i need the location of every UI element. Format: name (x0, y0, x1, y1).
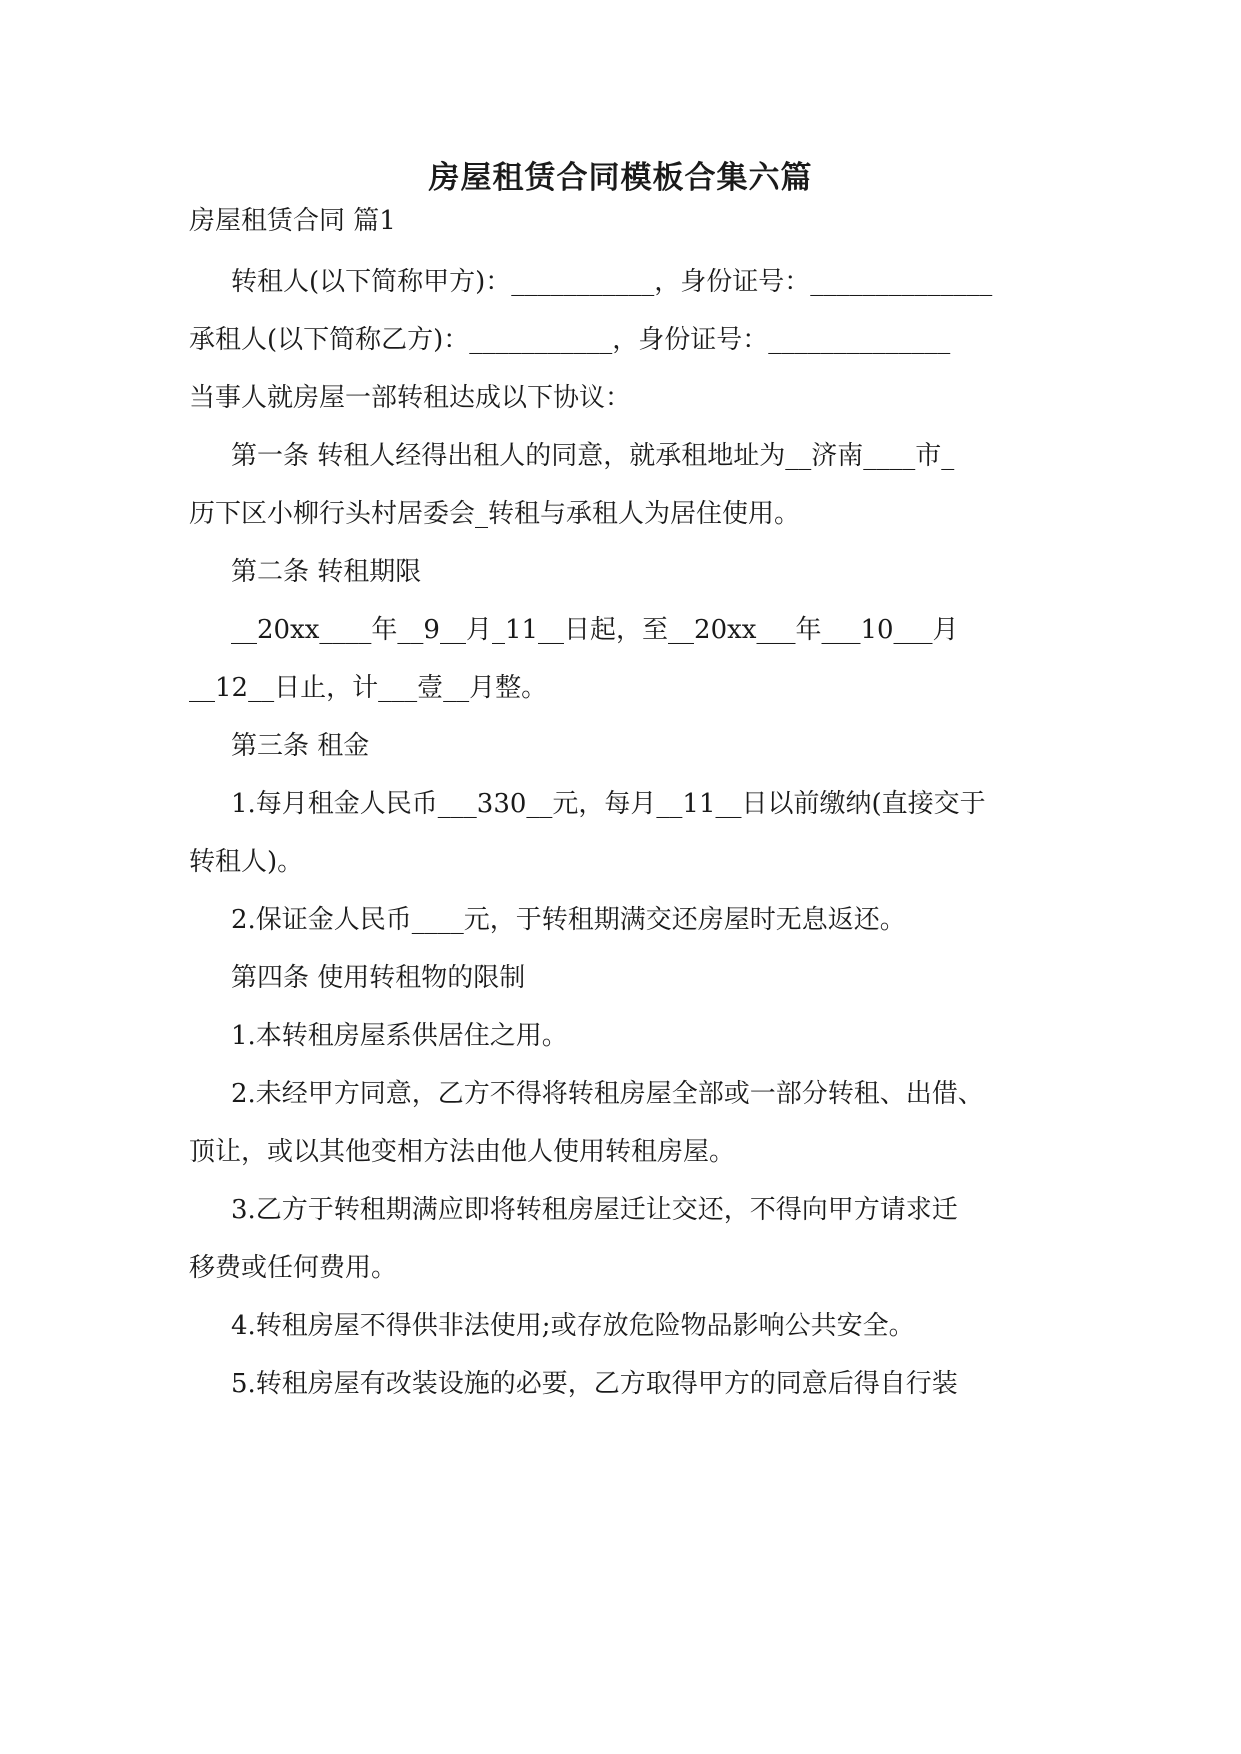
paragraph-line: __12__日止，计___壹__月整。 (189, 673, 548, 703)
paragraph-line: 当事人就房屋一部转租达成以下协议： (189, 383, 632, 413)
paragraph-line: 1.每月租金人民币___330__元，每月__11__日以前缴纳(直接交于 (231, 789, 986, 819)
paragraph-line: 2.保证金人民币____元，于转租期满交还房屋时无息返还。 (231, 905, 906, 935)
paragraph-line: 5.转租房屋有改装设施的必要，乙方取得甲方的同意后得自行装 (231, 1369, 958, 1399)
paragraph-line: 转租人(以下简称甲方)：___________，身份证号：______________ (231, 267, 993, 297)
paragraph-line: 第三条 租金 (231, 731, 370, 761)
paragraph-line: 4.转租房屋不得供非法使用;或存放危险物品影响公共安全。 (231, 1311, 915, 1341)
paragraph-line: 第四条 使用转租物的限制 (231, 963, 526, 993)
document-title: 房屋租赁合同模板合集六篇 (428, 160, 813, 196)
paragraph-line: __20xx____年__9__月_11__日起，至__20xx___年___10___月 (231, 615, 959, 645)
paragraph-line: 3.乙方于转租期满应即将转租房屋迁让交还，不得向甲方请求迁 (231, 1195, 958, 1225)
paragraph-line: 第二条 转租期限 (231, 557, 422, 587)
section-heading: 房屋租赁合同 篇1 (189, 206, 396, 236)
paragraph-line: 1.本转租房屋系供居住之用。 (231, 1021, 568, 1051)
paragraph-line: 历下区小柳行头村居委会_转租与承租人为居住使用。 (189, 499, 801, 529)
paragraph-line: 转租人)。 (189, 847, 304, 877)
paragraph-line: 2.未经甲方同意，乙方不得将转租房屋全部或一部分转租、出借、 (231, 1079, 984, 1109)
paragraph-line: 承租人(以下简称乙方)：___________，身份证号：______________ (189, 325, 951, 355)
paragraph-line: 第一条 转租人经得出租人的同意，就承租地址为__济南____市_ (231, 441, 955, 471)
paragraph-line: 移费或任何费用。 (189, 1253, 398, 1283)
paragraph-line: 顶让，或以其他变相方法由他人使用转租房屋。 (189, 1137, 736, 1167)
